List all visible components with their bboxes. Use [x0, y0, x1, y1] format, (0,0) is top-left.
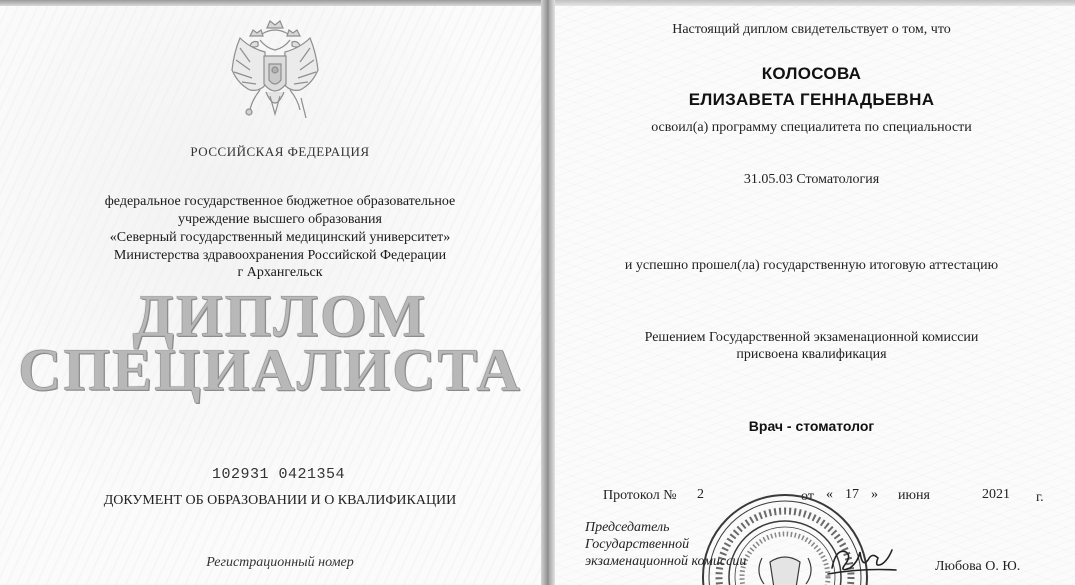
commission-decision-line-1: Решением Государственной экзаменационной комиссии: [644, 330, 979, 345]
protocol-year: 2021: [982, 487, 1010, 502]
diploma-title-line-1: ДИПЛОМ: [132, 283, 428, 349]
protocol-from-label: от: [801, 489, 814, 504]
top-edge-shadow-left: [0, 0, 548, 6]
handwritten-signature-icon: [822, 538, 900, 584]
institution-line-2: учреждение высшего образования: [178, 212, 382, 227]
attestation-statement: и успешно прошел(ла) государственную итоговую аттестацию: [624, 258, 999, 273]
commission-decision-line-2: присвоена квалификация: [736, 347, 887, 362]
protocol-label: Протокол №: [603, 488, 677, 503]
chairman-title-line-1: Председатель: [585, 520, 670, 535]
institution-line-3: «Северный государственный медицинский университет»: [109, 230, 451, 245]
country-name: РОССИЙСКАЯ ФЕДЕРАЦИЯ: [190, 144, 370, 159]
protocol-quote-close: »: [871, 487, 878, 502]
specialty-code-name: 31.05.03 Стоматология: [743, 172, 880, 187]
document-type: ДОКУМЕНТ ОБ ОБРАЗОВАНИИ И О КВАЛИФИКАЦИИ: [103, 493, 457, 508]
program-statement: освоил(а) программу специалитета по специальности: [651, 120, 972, 135]
protocol-quote-open: «: [826, 487, 833, 502]
top-edge-shadow-right: [548, 0, 1075, 6]
graduate-given-names: ЕЛИЗАВЕТА ГЕННАДЬЕВНА: [688, 90, 935, 109]
protocol-year-suffix: г.: [1036, 490, 1044, 505]
diploma-title-line-2: СПЕЦИАЛИСТА: [18, 337, 522, 403]
russian-coat-of-arms-icon: [220, 18, 330, 136]
institution-line-1: федеральное государственное бюджетное образовательное: [104, 194, 456, 209]
chairman-name: Любова О. Ю.: [935, 559, 1021, 574]
registration-number-label: Регистрационный номер: [206, 555, 354, 570]
diploma-serial-number: 102931 0421354: [212, 466, 346, 483]
institution-line-4: Министерства здравоохранения Российской Федерации: [113, 248, 447, 263]
protocol-number: 2: [697, 487, 704, 502]
institution-line-5: г Архангельск: [237, 265, 323, 280]
chairman-title-line-2: Государственной: [585, 537, 690, 552]
protocol-month: июня: [898, 488, 930, 503]
qualification-title: Врач - стоматолог: [748, 418, 875, 434]
graduate-surname: КОЛОСОВА: [761, 64, 862, 83]
chairman-title-line-3: экзаменационной комиссии: [585, 554, 747, 569]
protocol-day: 17: [845, 487, 859, 502]
certifies-intro: Настоящий диплом свидетельствует о том, что: [672, 22, 951, 37]
